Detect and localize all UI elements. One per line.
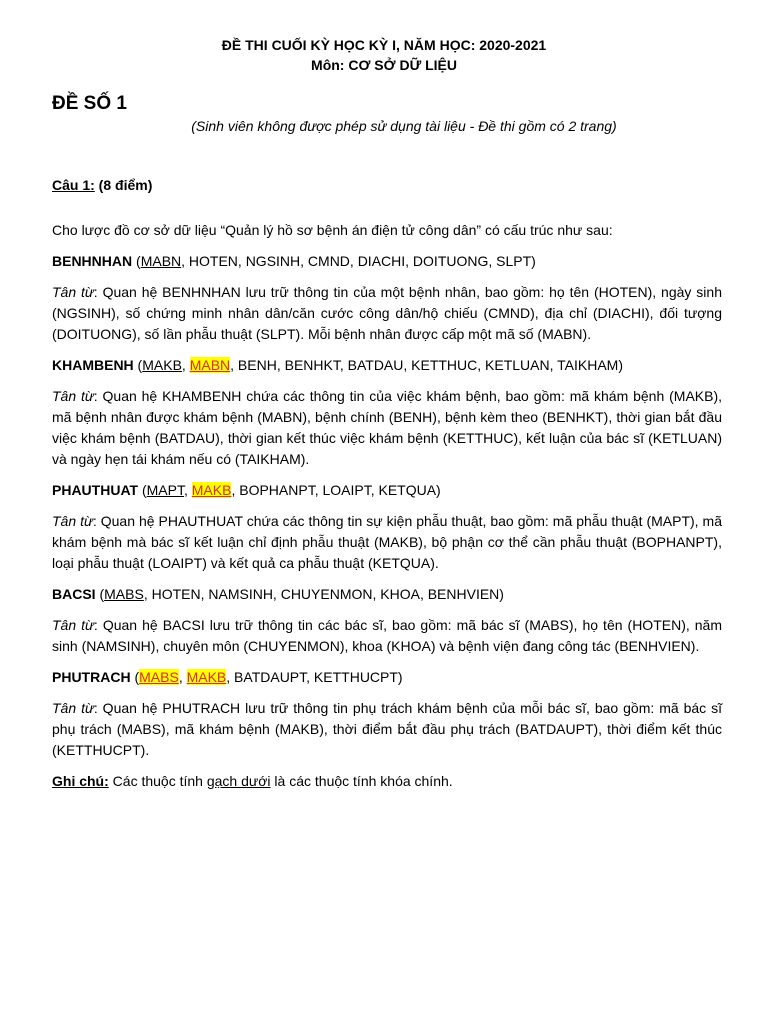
highlighted-key-attribute: MAKB xyxy=(186,669,227,685)
description-text: : Quan hệ KHAMBENH chứa các thông tin của việc khám bệnh, bao gồm: mã khám bệnh (MAKB), mã bệnh nhân được khám bệnh (MABN), bệnh chính (BENH), bệnh kèm theo (BENHKT), thời gian bắt đầu việc khám bệnh (BATDAU), thời gian kết thúc việc khám bệnh (KETTHUC), kết luận của bác sĩ (KETLUAN) và ngày hẹn tái khám nếu có (TAIKHAM). xyxy=(52,388,723,467)
relation-open-paren: ( xyxy=(132,253,141,269)
relation-attributes: , BOPHANPT, LOAIPT, KETQUA) xyxy=(231,482,441,498)
exam-title: ĐỀ THI CUỐI KỲ HỌC KỲ I, NĂM HỌC: 2020-2021 xyxy=(221,37,547,53)
footer-text-before: Các thuộc tính xyxy=(108,773,207,789)
key-attribute: MAKB xyxy=(142,357,182,373)
footer-text-after: là các thuộc tính khóa chính. xyxy=(270,773,453,789)
relation-attributes: , BATDAUPT, KETTHUCPT) xyxy=(226,669,403,685)
relation-schema-phutrach: PHUTRACH (MABS, MAKB, BATDAUPT, KETTHUCPT) xyxy=(52,669,403,685)
relation-schema-benhnhan xyxy=(52,251,722,272)
exam-note: (Sinh viên không được phép sử dụng tài liệu - Đề thi gồm có 2 trang) xyxy=(191,118,617,134)
description-text: : Quan hệ BENHNHAN lưu trữ thông tin của một bệnh nhân, bao gồm: họ tên (HOTEN), ngày sinh (NGSINH), số chứng minh nhân dân/căn cước công dân/hộ chiếu (CMND), địa chỉ (DIACHI), đối tượng (DOITUONG), số lần phẫu thuật (SLPT). Mỗi bệnh nhân được cấp một mã số (MABN). xyxy=(52,284,722,342)
relation-attributes: , HOTEN, NGSINH, CMND, DIACHI, DOITUONG, SLPT) xyxy=(181,253,536,269)
relation-name: BACSI xyxy=(52,586,96,602)
question-label: Câu 1: xyxy=(52,177,95,193)
relation-description-khambenh xyxy=(52,386,722,470)
tan-tu-label: Tân từ xyxy=(52,284,94,300)
key-attribute: MABS xyxy=(104,586,144,602)
highlighted-key-attribute: MAKB xyxy=(191,482,232,498)
relation-name: PHAUTHUAT xyxy=(52,482,139,498)
exam-subject: Môn: CƠ SỞ DỮ LIỆU xyxy=(311,57,457,73)
exam-number: ĐỀ SỐ 1 xyxy=(52,93,127,114)
relations-list xyxy=(52,251,722,761)
key-attribute: MABN xyxy=(140,253,182,269)
relation-description-bacsi xyxy=(52,615,722,657)
relation-name: PHUTRACH xyxy=(52,669,131,685)
relation-open-paren: ( xyxy=(95,586,105,602)
relation-open-paren: ( xyxy=(130,669,140,685)
question-points: (8 điểm) xyxy=(94,177,153,193)
relation-attributes: , HOTEN, NAMSINH, CHUYENMON, KHOA, BENHVIEN) xyxy=(143,586,504,602)
relation-description-phutrach xyxy=(52,698,722,761)
relation-name: BENHNHAN xyxy=(52,253,133,269)
footer-note xyxy=(52,771,722,792)
highlighted-key-attribute: MABS xyxy=(139,669,179,685)
tan-tu-label: Tân từ xyxy=(52,388,94,404)
footer-underlined: gạch dưới xyxy=(206,773,271,789)
relation-open-paren: ( xyxy=(133,357,143,373)
relation-schema-phauthuat: PHAUTHUAT (MAPT, MAKB, BOPHANPT, LOAIPT, KETQUA) xyxy=(52,482,441,498)
question-body xyxy=(52,220,722,792)
tan-tu-label: Tân từ xyxy=(52,700,94,716)
relation-open-paren: ( xyxy=(138,482,147,498)
description-text: : Quan hệ PHAUTHUAT chứa các thông tin sự kiện phẫu thuật, bao gồm: mã phẫu thuật (MAPT), mã khám bệnh mà bác sĩ kết luận chỉ định phẫu thuật (MAKB), bộ phận cơ thể cần phẫu thuật (BOPHANPT), loại phẫu thuật (LOAIPT) và kết quả ca phẫu thuật (KETQUA). xyxy=(52,513,722,571)
relation-name: KHAMBENH xyxy=(52,357,134,373)
relation-attributes: , BENH, BENHKT, BATDAU, KETTHUC, KETLUAN, TAIKHAM) xyxy=(230,357,623,373)
description-text: : Quan hệ PHUTRACH lưu trữ thông tin phụ trách khám bệnh của mỗi bác sĩ, bao gồm: mã bác sĩ phụ trách (MABS), mã khám bệnh (MAKB), thời điểm bắt đầu phụ trách (BATDAUPT), thời điểm kết thúc (KETTHUCPT). xyxy=(52,700,723,758)
footer-label: Ghi chú: xyxy=(52,773,109,789)
tan-tu-label: Tân từ xyxy=(52,513,93,529)
question-heading xyxy=(52,177,152,193)
relation-schema-bacsi xyxy=(52,584,722,605)
key-attribute: MAPT xyxy=(146,482,184,498)
relation-schema-khambenh: KHAMBENH (MAKB, MABN, BENH, BENHKT, BATDAU, KETTHUC, KETLUAN, TAIKHAM) xyxy=(52,357,623,373)
intro-paragraph: Cho lược đồ cơ sở dữ liệu “Quản lý hồ sơ bệnh án điện tử công dân” có cấu trúc như sau: xyxy=(52,222,613,238)
relation-description-benhnhan xyxy=(52,282,722,345)
relation-description-phauthuat xyxy=(52,511,722,574)
tan-tu-label: Tân từ xyxy=(52,617,94,633)
description-text: : Quan hệ BACSI lưu trữ thông tin các bác sĩ, bao gồm: mã bác sĩ (MABS), họ tên (HOTEN), năm sinh (NAMSINH), chuyên môn (CHUYENMON), khoa (KHOA) và bệnh viện đang công tác (BENHVIEN). xyxy=(52,617,723,654)
highlighted-key-attribute: MABN xyxy=(189,357,231,373)
